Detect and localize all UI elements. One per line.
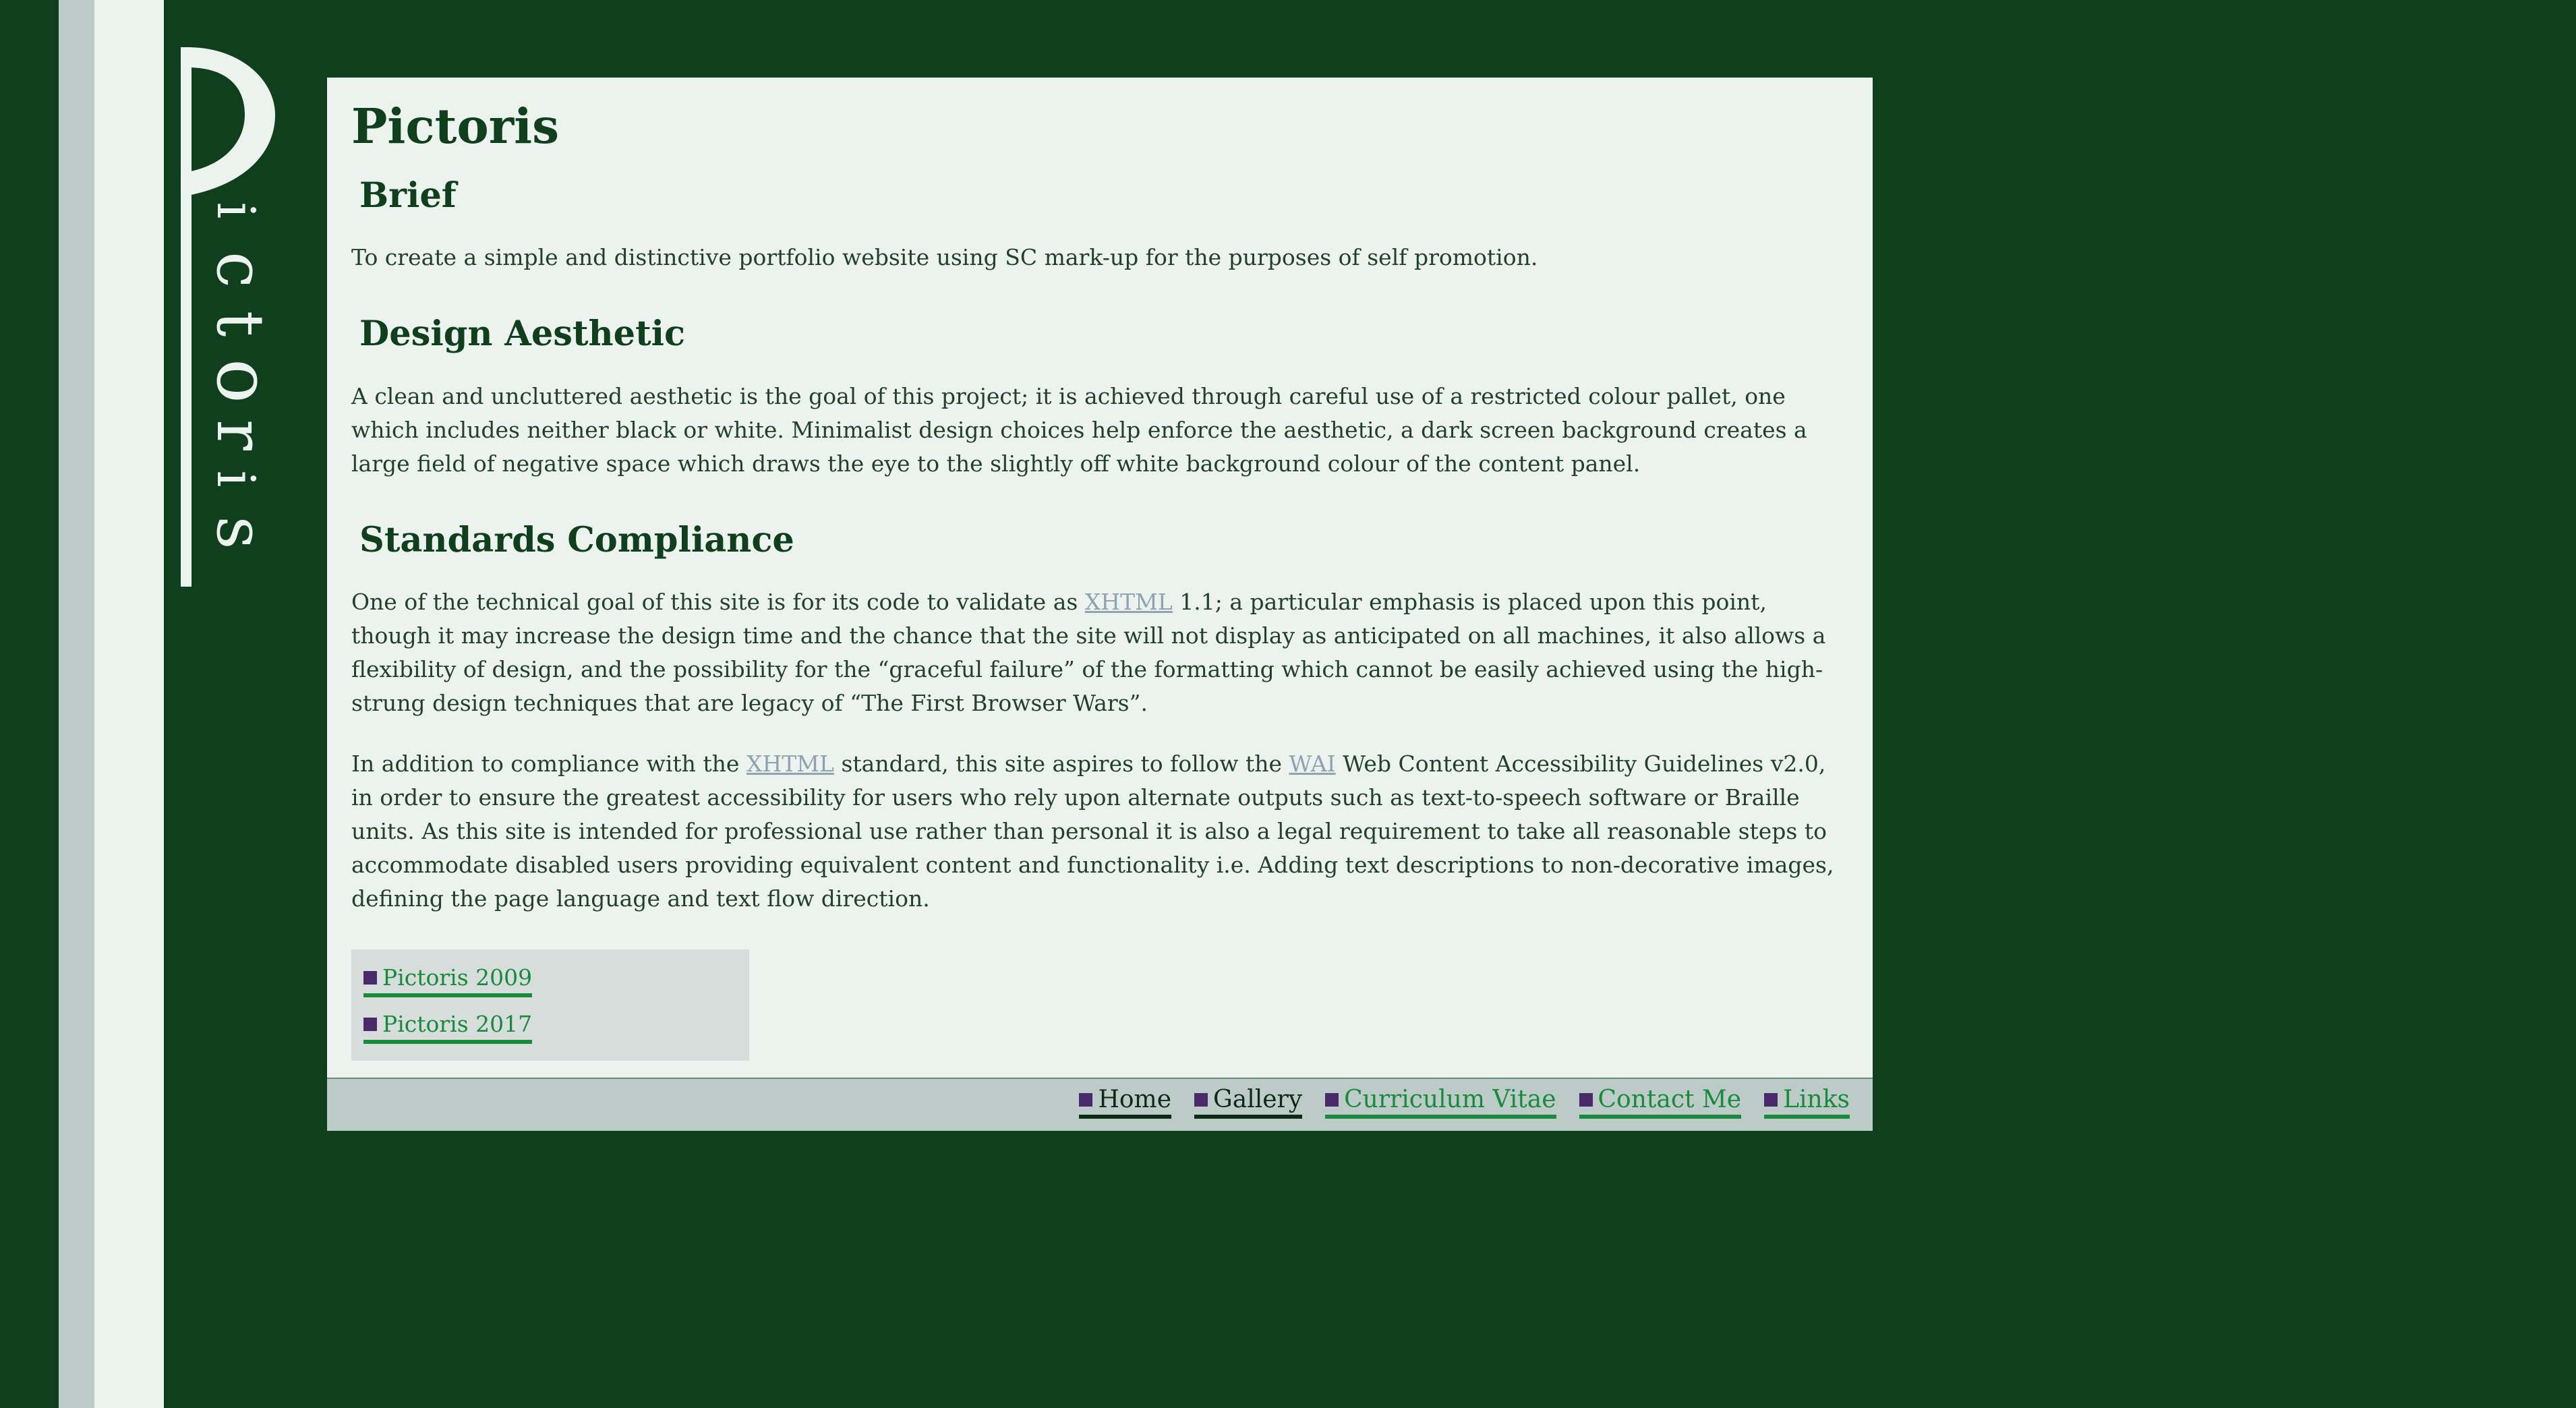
text: standard, this site aspires to follow the: [833, 750, 1289, 777]
logo-letter: i: [205, 202, 266, 219]
nav-contact-me[interactable]: [1579, 1086, 1742, 1119]
section-heading-design: Design Aesthetic: [359, 314, 686, 355]
footer-nav-bar: [327, 1078, 1873, 1131]
text: In addition to compliance with the: [351, 750, 747, 777]
logo-letter: o: [200, 358, 287, 404]
square-bullet-icon: [1194, 1093, 1208, 1107]
nav-label: Curriculum Vitae: [1344, 1086, 1556, 1113]
design-paragraph: A clean and uncluttered aesthetic is the goal of this project; it is achieved through careful use of a restricted colour pallet, one which includes neither black or white. Minimalist design choices help enforce the aesthetic, a dark screen background creates a large field of negative space which draws the eye to the slightly off white background colour of the content panel.: [351, 382, 1807, 477]
side-stripe-light: [94, 0, 164, 1408]
nav-gallery[interactable]: [1194, 1086, 1302, 1119]
logo-letter: t: [202, 310, 278, 337]
link-label: Pictoris 2017: [382, 1011, 533, 1037]
nav-links[interactable]: [1764, 1086, 1850, 1119]
logo-letter: c: [202, 252, 278, 288]
wai-link[interactable]: WAI: [1289, 750, 1336, 777]
nav-label: Links: [1783, 1086, 1850, 1113]
link-label: Pictoris 2009: [382, 964, 533, 991]
nav-home[interactable]: [1079, 1086, 1171, 1119]
square-bullet-icon: [1579, 1093, 1593, 1107]
text: One of the technical goal of this site is for its code to validate as: [351, 588, 1085, 615]
standards-paragraph-1: [351, 585, 1850, 720]
pictoris-2017-link[interactable]: [363, 1011, 532, 1044]
square-bullet-icon: [363, 1018, 377, 1031]
logo-letter: r: [202, 419, 278, 450]
nav-label: Contact Me: [1598, 1086, 1742, 1113]
text: 1.1; a particular emphasis is placed upon this point, though it may increase the design time and the chance that the site will not display as anticipated on all machines, it also allows a flexibility of design, and the possibility for the “graceful failure” of the formatting which cannot be easily achieved using the high-strung design techniques that are legacy of “The First Browser Wars”.: [351, 588, 1826, 716]
logo-p-stem: [181, 47, 192, 587]
nav-label: Home: [1098, 1086, 1171, 1113]
square-bullet-icon: [1764, 1093, 1778, 1107]
square-bullet-icon: [1079, 1093, 1092, 1107]
text: Web Content Accessibility Guidelines v2.0, in order to ensure the greatest accessibility for users who rely upon alternate outputs such as text-to-speech software or Braille units. As this site is intended for professional use rather than personal it is also a legal requirement to take all reasonable steps to accommodate disabled users providing equivalent content and functionality i.e. Adding text descriptions to non-decorative images, defining the page language and text flow direction.: [351, 750, 1834, 912]
section-heading-brief: Brief: [359, 175, 457, 216]
sub-link-box: [351, 949, 749, 1061]
content-body: [351, 98, 1850, 943]
side-stripe-dark: [59, 0, 94, 1408]
nav-label: Gallery: [1213, 1086, 1303, 1113]
xhtml-link[interactable]: XHTML: [746, 750, 834, 777]
logo-letter: i: [205, 470, 266, 488]
pictoris-logo: [160, 40, 295, 593]
square-bullet-icon: [1325, 1093, 1339, 1107]
content-panel: [327, 78, 1873, 1079]
xhtml-link[interactable]: XHTML: [1084, 588, 1173, 615]
page-title: Pictoris: [351, 98, 560, 154]
nav-curriculum-vitae[interactable]: [1325, 1086, 1556, 1119]
pictoris-2009-link[interactable]: [363, 964, 532, 997]
logo-letter: s: [202, 516, 278, 550]
main-nav: [1079, 1086, 1850, 1119]
section-heading-standards: Standards Compliance: [359, 519, 794, 560]
standards-paragraph-2: [351, 747, 1850, 916]
square-bullet-icon: [363, 971, 377, 985]
brief-paragraph: To create a simple and distinctive portfolio website using SC mark-up for the purposes of self promotion.: [351, 244, 1538, 271]
logo-p-bowl: [187, 47, 275, 196]
